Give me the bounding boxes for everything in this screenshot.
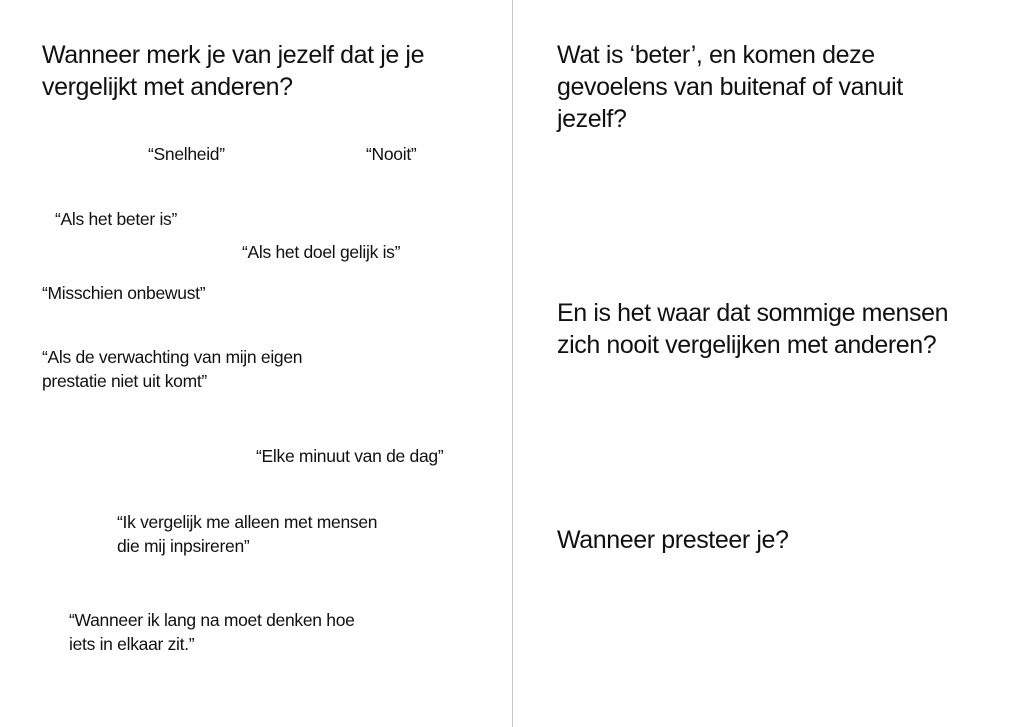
right-page: [513, 0, 1024, 727]
left-question: Wanneer merk je van jezelf dat je je vergelijkt met anderen?: [42, 41, 425, 101]
answer-als-het-doel-gelijk-is: “Als het doel gelijk is”: [242, 242, 401, 262]
answer-misschien-onbewust: “Misschien onbewust”: [42, 283, 206, 303]
answer-elke-minuut: “Elke minuut van de dag”: [256, 446, 444, 466]
answer-lang-na-denken: “Wanneer ik lang na moet denken hoe iets in elkaar zit.”: [69, 610, 355, 654]
answer-inspireren: “Ik vergelijk me alleen met mensen die mij inpsireren”: [117, 512, 378, 556]
answer-als-het-beter-is: “Als het beter is”: [55, 209, 178, 229]
answer-nooit: “Nooit”: [366, 144, 417, 164]
answer-verwachting: “Als de verwachting van mijn eigen prestatie niet uit komt”: [42, 347, 303, 391]
right-question-beter: Wat is ‘beter’, en komen deze gevoelens van buitenaf of vanuit jezelf?: [557, 41, 903, 133]
right-question-presteer: Wanneer presteer je?: [557, 526, 789, 554]
answer-snelheid: “Snelheid”: [148, 144, 225, 164]
right-question-nooit-vergelijken: En is het waar dat sommige mensen zich nooit vergelijken met anderen?: [557, 299, 949, 359]
